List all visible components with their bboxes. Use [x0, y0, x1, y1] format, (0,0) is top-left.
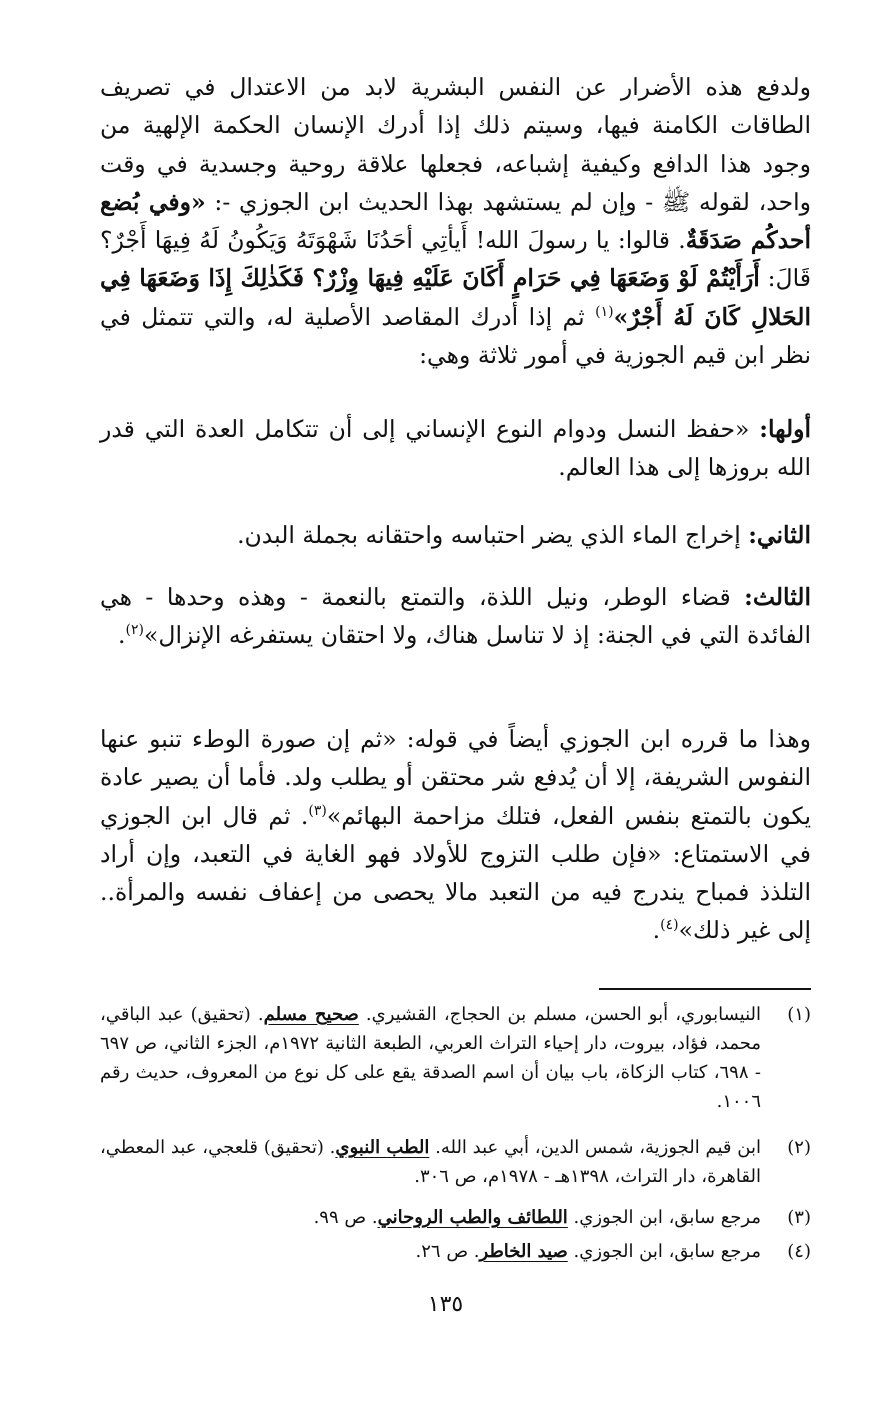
footnote-1-title: صحيح مسلم [263, 1004, 359, 1025]
ibn-jawzi-text-b: . ثم قال ابن الجوزي في الاستمتاع: «فإن طلب التزوج للأولاد فهو الغاية في التعبد، وإن أراد التلذذ فمباح يندرج فيه من التعبد مالا يحصى من إعفاف نفسه والمرأة.. إلى غير ذلك» [100, 801, 811, 945]
footnote-2-pre: ابن قيم الجوزية، شمس الدين، أبي عبد الله. [429, 1137, 761, 1158]
footnote-3 [100, 1203, 811, 1232]
footnote-3-title: اللطائف والطب الروحاني [377, 1207, 568, 1228]
footnote-4-title: صيد الخاطر [479, 1241, 568, 1262]
page-number: ١٣٥ [427, 1292, 464, 1317]
footnote-1-text [100, 1000, 761, 1116]
first-purpose-text: «حفظ النسل ودوام النوع الإنساني إلى أن تتكامل العدة التي قدر الله بروزها إلى هذا العالم. [100, 415, 811, 482]
footnote-1 [100, 1000, 811, 1116]
third-purpose-end: . [118, 621, 126, 650]
footnote-4-post: . ص ٢٦. [415, 1241, 480, 1262]
footnote-1-number: (١) [787, 1004, 811, 1025]
footnote-4-pre: مرجع سابق، ابن الجوزي. [567, 1241, 761, 1262]
third-purpose-label: الثالث: [744, 583, 811, 611]
footnote-2-post: . (تحقيق) قلعجي، عبد المعطي، القاهرة، دار التراث، ١٣٩٨هـ - ١٩٧٨م، ص ٣٠٦. [100, 1137, 761, 1187]
footnote-2-text [100, 1133, 761, 1191]
footnote-ref-1: (١) [595, 303, 614, 320]
hadith-quote-1: «وفي بُضع أحدكُم صَدَقَةٌ [100, 187, 811, 255]
footnote-2-number: (٢) [787, 1137, 811, 1158]
paragraph-third-purpose [100, 578, 811, 655]
footnote-3-post: . ص ٩٩. [313, 1207, 378, 1228]
footnote-4 [100, 1237, 811, 1266]
footnote-4-number: (٤) [787, 1241, 811, 1262]
intro-text-c: . قالوا: يا رسولَ الله! أَيأتِي أحَدُنَا شَهْوَتَهُ وَيَكُونُ لَهُ فِيهَا أَجْرٌ؟ قَالَ: [100, 226, 811, 293]
footnote-3-text [100, 1203, 761, 1232]
footnote-separator [599, 988, 811, 990]
footnote-3-pre: مرجع سابق، ابن الجوزي. [567, 1207, 761, 1228]
footnote-2 [100, 1133, 811, 1191]
third-purpose-text: قضاء الوطر، ونيل اللذة، والتمتع بالنعمة - وهذه وحدها - هي الفائدة التي في الجنة: إذ لا تناسل هناك، ولا احتقان يستفرغه الإنزال» [100, 583, 811, 650]
footnote-3-number: (٣) [787, 1207, 811, 1228]
intro-text-a: ولدفع هذه الأضرار عن النفس البشرية لابد من الاعتدال في تصريف الطاقات الكامنة فيها، وسيتم ذلك إذا أدرك الإنسان الحكمة الإلهية من وجود هذا الدافع وكيفية إشباعه، فجعلها علاقة روحية وجسدية في وقت واحد، لقوله ﷺ - وإن لم يستشهد بهذا الحديث ابن الجوزي -: [100, 73, 811, 216]
footnote-4-text [100, 1237, 761, 1266]
hadith-quote-2: أَرَأَيْتُمْ لَوْ وَضَعَهَا فِي حَرَامٍ أَكَانَ عَلَيْهِ فِيهَا وِزْرٌ؟ فَكَذٰلِكَ إِذَا وَضَعَهَا فِي الحَلالِ كَانَ لَهُ أَجْرٌ» [100, 264, 811, 331]
second-purpose-label: الثاني: [748, 521, 811, 549]
paragraph-ibn-jawzi [100, 720, 811, 950]
ibn-jawzi-text-c: . [652, 916, 661, 945]
paragraph-first-purpose [100, 410, 811, 487]
intro-text-e: ثم إذا أدرك المقاصد الأصلية له، والتي تتمثل في نظر ابن قيم الجوزية في أمور ثلاثة وهي: [100, 302, 811, 370]
first-purpose-label: أولها: [759, 415, 811, 443]
footnote-ref-4: (٤) [660, 917, 679, 934]
paragraph-intro [100, 68, 811, 374]
ibn-jawzi-text-a: وهذا ما قرره ابن الجوزي أيضاً في قوله: «ثم إن صورة الوطء تنبو عنها النفوس الشريفة، إلا أن يُدفع شر محتقن أو يطلب ولد. فأما أن يصير عادة يكون بالتمتع بنفس الفعل، فتلك مزاحمة البهائم» [100, 725, 811, 830]
footnote-1-pre: النيسابوري، أبو الحسن، مسلم بن الحجاج، القشيري. [358, 1004, 761, 1025]
footnote-2-title: الطب النبوي [335, 1137, 430, 1158]
footnote-1-post: . (تحقيق) عبد الباقي، محمد، فؤاد، بيروت، دار إحياء التراث العربي، الطبعة الثانية ١٩٧٢م، الجزء الثاني، ص ٦٩٧ - ٦٩٨، كتاب الزكاة، باب بيان أن اسم الصدقة يقع على كل نوع من المعروف، حديث رقم ١٠٠٦. [100, 1004, 762, 1112]
footnote-ref-3: (٣) [308, 802, 327, 819]
second-purpose-text: إخراج الماء الذي يضر احتباسه واحتقانه بجملة البدن. [237, 521, 749, 549]
footnote-ref-2: (٢) [125, 622, 144, 639]
paragraph-second-purpose [100, 516, 811, 554]
